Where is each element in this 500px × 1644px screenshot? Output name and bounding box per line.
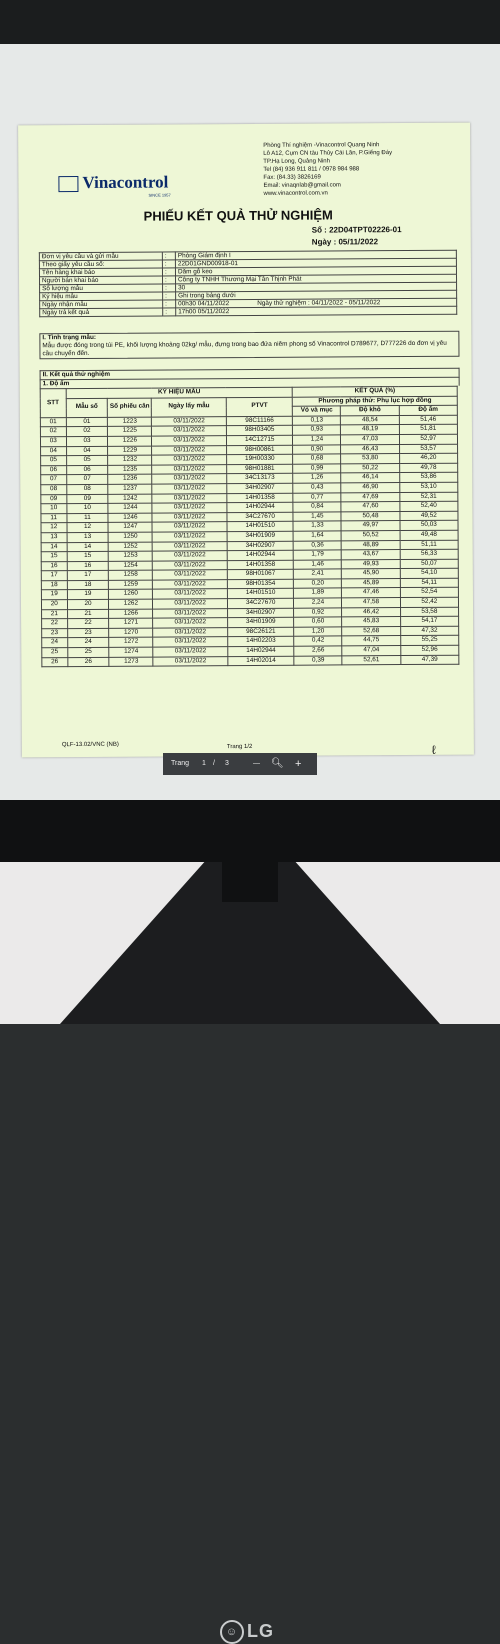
lab-name: Phòng Thí nghiệm -Vinacontrol Quang Ninh [263, 141, 392, 150]
cell-stt: 03 [40, 437, 66, 447]
cell-stt: 12 [41, 523, 67, 533]
pager-total: 3 [225, 753, 229, 775]
cell-doam: 49,48 [400, 530, 458, 540]
cell-mauso: 08 [66, 484, 108, 494]
lab-address-line: TP.Hạ Long, Quảng Ninh [263, 157, 392, 166]
pager-separator: / [213, 753, 215, 775]
cell-ngaylay: 03/11/2022 [153, 627, 228, 637]
cell-vovamuc: 0,13 [293, 416, 341, 426]
cell-doam: 46,20 [399, 453, 457, 463]
cell-dokho: 48,89 [342, 540, 400, 550]
cell-doam: 52,96 [400, 645, 458, 655]
cell-sophieu: 1250 [108, 532, 152, 542]
info-colon: : [163, 284, 176, 292]
cell-mauso: 05 [66, 455, 108, 465]
cell-ptvt: 14H01358 [227, 560, 293, 570]
info-colon: : [162, 276, 175, 284]
cell-vovamuc: 2,24 [294, 598, 342, 608]
signature: ℓ [432, 743, 436, 757]
cell-ptvt: 98H00861 [227, 445, 293, 455]
cell-mauso: 15 [67, 551, 109, 561]
cell-ptvt: 14H02203 [228, 637, 294, 647]
cell-stt: 07 [41, 475, 67, 485]
cell-vovamuc: 1,24 [293, 435, 341, 445]
lg-logo-text: LG [247, 1621, 274, 1641]
monitor-neck [222, 862, 278, 902]
results-table [40, 386, 460, 668]
cell-dokho: 47,46 [342, 588, 400, 598]
cell-doam: 53,86 [399, 473, 457, 483]
cell-ptvt: 98H01067 [227, 569, 293, 579]
section-moisture-heading: 1. Độ ẩm [40, 377, 460, 389]
info-value-text: 22D01GND00918-01 [178, 260, 238, 267]
cell-vovamuc: 0,93 [293, 425, 341, 435]
cell-doam: 51,46 [399, 415, 457, 425]
cell-sophieu: 1223 [108, 417, 152, 427]
cell-mauso: 02 [66, 427, 108, 437]
document-title: PHIẾU KẾT QUẢ THỬ NGHIỆM [144, 207, 333, 223]
cell-ptvt: 19H00330 [227, 454, 293, 464]
form-code: QLF-13.02/VNC (NB) [62, 742, 119, 748]
cell-stt: 09 [41, 494, 67, 504]
cell-stt: 10 [41, 504, 67, 514]
lab-address-block [263, 141, 392, 198]
monitor-bottom-bezel [0, 800, 500, 862]
cell-sophieu: 1273 [109, 657, 153, 667]
cell-ngaylay: 03/11/2022 [152, 455, 227, 465]
page-label: Trang 1/2 [227, 744, 253, 750]
info-value-text: Phòng Giám định I [178, 252, 231, 259]
cell-vovamuc: 0,68 [293, 454, 341, 464]
zoom-in-button[interactable]: + [295, 753, 301, 775]
cell-ngaylay: 03/11/2022 [152, 484, 227, 494]
cell-mauso: 23 [67, 628, 109, 638]
cell-doam: 54,10 [400, 568, 458, 578]
cell-mauso: 10 [66, 503, 108, 513]
info-colon: : [162, 260, 175, 268]
cell-sophieu: 1247 [108, 522, 152, 532]
info-label: Ký hiệu mẫu [40, 292, 163, 301]
cell-sophieu: 1225 [108, 426, 152, 436]
cell-stt: 21 [42, 609, 68, 619]
info-value-text: 00h30 04/11/2022 [178, 300, 229, 307]
cell-stt: 17 [41, 571, 67, 581]
cell-ngaylay: 03/11/2022 [152, 532, 227, 542]
cell-stt: 24 [42, 638, 68, 648]
cell-ngaylay: 03/11/2022 [152, 541, 227, 551]
cell-ngaylay: 03/11/2022 [153, 589, 228, 599]
cell-mauso: 20 [67, 599, 109, 609]
cell-stt: 11 [41, 513, 67, 523]
vinacontrol-logo [58, 172, 168, 193]
cell-ngaylay: 03/11/2022 [152, 503, 227, 513]
brand-name: Vinacontrol [82, 172, 168, 192]
cell-doam: 49,52 [400, 511, 458, 521]
cell-dokho: 43,67 [342, 550, 400, 560]
cell-stt: 20 [41, 600, 67, 610]
info-label: Số lượng mẫu [40, 284, 163, 293]
cell-doam: 50,07 [400, 559, 458, 569]
lg-logo [220, 1620, 274, 1644]
cell-dokho: 53,80 [341, 454, 399, 464]
cell-sophieu: 1266 [109, 609, 153, 619]
cell-ngaylay: 03/11/2022 [153, 570, 228, 580]
cell-dokho: 47,04 [342, 646, 400, 656]
cell-ngaylay: 03/11/2022 [152, 416, 227, 426]
cell-sophieu: 1274 [109, 647, 153, 657]
col-ngaylay: Ngày lấy mẫu [152, 397, 227, 417]
cell-stt: 23 [42, 628, 68, 638]
cell-sophieu: 1272 [109, 638, 153, 648]
cell-stt: 25 [42, 648, 68, 658]
cell-sophieu: 1237 [108, 484, 152, 494]
cell-mauso: 17 [67, 571, 109, 581]
cell-vovamuc: 1,79 [294, 550, 342, 560]
cell-sophieu: 1232 [108, 455, 152, 465]
cell-ngaylay: 03/11/2022 [152, 522, 227, 532]
cell-ngaylay: 03/11/2022 [153, 618, 228, 628]
cell-dokho: 50,52 [341, 530, 399, 540]
cell-doam: 52,31 [400, 492, 458, 502]
info-colon: : [162, 252, 175, 260]
info-colon: : [163, 292, 176, 300]
document-page [18, 123, 474, 758]
col-group-kyhieu: KÝ HIỆU MẪU [66, 387, 293, 398]
cell-ngaylay: 03/11/2022 [152, 445, 227, 455]
cell-ngaylay: 03/11/2022 [153, 579, 228, 589]
cell-stt: 08 [41, 485, 67, 495]
cell-vovamuc: 0,20 [294, 579, 342, 589]
cell-ngaylay: 03/11/2022 [153, 608, 228, 618]
cell-stt: 18 [41, 580, 67, 590]
cell-vovamuc: 0,39 [294, 656, 342, 666]
cell-mauso: 22 [67, 619, 109, 629]
cell-dokho: 49,93 [342, 559, 400, 569]
cell-ptvt: 98H01354 [227, 579, 293, 589]
cell-doam: 47,39 [401, 655, 459, 665]
cell-vovamuc: 0,60 [294, 617, 342, 627]
cell-sophieu: 1246 [108, 513, 152, 523]
cell-doam: 51,81 [399, 425, 457, 435]
cell-mauso: 06 [66, 465, 108, 475]
cell-dokho: 46,90 [341, 483, 399, 493]
cell-mauso: 07 [66, 475, 108, 485]
cell-ngaylay: 03/11/2022 [153, 599, 228, 609]
cell-ptvt: 34H01909 [228, 617, 294, 627]
cell-ngaylay: 03/11/2022 [153, 656, 228, 666]
lab-email: Email: vinaqnlab@gmail.com [263, 181, 392, 190]
info-label: Đơn vị yêu cầu và gửi mẫu [39, 252, 162, 261]
cell-vovamuc: 1,46 [294, 560, 342, 570]
monitor-screen [0, 44, 500, 800]
cell-doam: 54,17 [400, 616, 458, 626]
cell-sophieu: 1253 [109, 551, 153, 561]
cell-stt: 16 [41, 561, 67, 571]
cell-dokho: 52,61 [342, 655, 400, 665]
cell-sophieu: 1242 [108, 494, 152, 504]
col-phuongphap: Phương pháp thử: Phụ lục hợp đồng [293, 396, 458, 407]
cell-dokho: 47,58 [342, 598, 400, 608]
lab-address-line: Lô A12, Cụm CN tàu Thủy Cái Lân, P.Giếng Đáy [263, 149, 392, 158]
cell-ptvt: 14H01510 [227, 589, 293, 599]
cell-mauso: 14 [67, 542, 109, 552]
cell-dokho: 47,60 [341, 502, 399, 512]
cell-mauso: 03 [66, 436, 108, 446]
sample-info-table [39, 250, 457, 318]
cell-stt: 14 [41, 542, 67, 552]
cell-ptvt: 14H02014 [228, 656, 294, 666]
cell-ngaylay: 03/11/2022 [152, 426, 227, 436]
cell-ptvt: 14H01510 [227, 522, 293, 532]
cell-doam: 52,40 [400, 501, 458, 511]
cell-dokho: 50,48 [341, 511, 399, 521]
cell-stt: 02 [40, 427, 66, 437]
cell-stt: 26 [42, 657, 68, 667]
section-results-heading: II. Kết quả thử nghiệm [40, 368, 460, 380]
cell-mauso: 16 [67, 561, 109, 571]
col-mauso: Mẫu số [66, 398, 108, 417]
cell-doam: 49,78 [399, 463, 457, 473]
cell-ngaylay: 03/11/2022 [152, 512, 227, 522]
cell-sophieu: 1260 [109, 590, 153, 600]
col-stt: STT [40, 389, 66, 418]
zoom-icon[interactable]: 🔍︎ [271, 753, 284, 775]
cell-mauso: 24 [67, 638, 109, 648]
cell-doam: 56,33 [400, 549, 458, 559]
cell-ptvt: 14H02944 [228, 646, 294, 656]
cell-doam: 53,10 [399, 482, 457, 492]
logo-scale-icon [58, 176, 78, 192]
cell-sophieu: 1236 [108, 474, 152, 484]
sample-status [39, 331, 459, 360]
cell-ngaylay: 03/11/2022 [153, 637, 228, 647]
cell-ngaylay: 03/11/2022 [152, 474, 227, 484]
cell-vovamuc: 1,89 [294, 588, 342, 598]
cell-sophieu: 1270 [109, 628, 153, 638]
cell-ptvt: 14H01358 [227, 493, 293, 503]
cell-dokho: 50,22 [341, 463, 399, 473]
col-group-ketqua: KẾT QUẢ (%) [293, 386, 458, 397]
cell-dokho: 46,14 [341, 473, 399, 483]
cell-vovamuc: 2,66 [294, 646, 342, 656]
cell-mauso: 21 [67, 609, 109, 619]
cell-mauso: 04 [66, 446, 108, 456]
info-label: Theo giấy yêu cầu số: [39, 260, 162, 269]
info-value-text: Công ty TNHH Thương Mại Tân Thịnh Phát [178, 276, 301, 284]
cell-stt: 19 [41, 590, 67, 600]
cell-vovamuc: 2,41 [294, 569, 342, 579]
cell-ptvt: 98H01881 [227, 464, 293, 474]
cell-doam: 52,97 [399, 434, 457, 444]
cell-ptvt: 34H01909 [227, 531, 293, 541]
cell-doam: 52,54 [400, 588, 458, 598]
cell-vovamuc: 0,99 [293, 464, 341, 474]
cell-stt: 13 [41, 533, 67, 543]
cell-vovamuc: 1,45 [293, 512, 341, 522]
cell-mauso: 26 [67, 657, 109, 667]
cell-ngaylay: 03/11/2022 [153, 551, 228, 561]
cell-ptvt: 34H02907 [227, 483, 293, 493]
info-label: Tên hàng khai báo [39, 268, 162, 277]
info-value-text: 17h00 05/11/2022 [178, 308, 229, 315]
cell-ptvt: 14C12715 [226, 435, 292, 445]
cell-dokho: 46,43 [341, 444, 399, 454]
cell-dokho: 52,68 [342, 626, 400, 636]
cell-vovamuc: 0,92 [294, 608, 342, 618]
info-extra-text: Ngày thử nghiệm : 04/11/2022 - 05/11/2022 [257, 299, 380, 307]
cell-mauso: 18 [67, 580, 109, 590]
cell-sophieu: 1235 [108, 465, 152, 475]
cell-dokho: 49,97 [341, 521, 399, 531]
cell-vovamuc: 0,43 [293, 483, 341, 493]
pdf-page-toolbar [163, 753, 317, 775]
info-colon: : [163, 300, 176, 308]
cell-stt: 06 [41, 465, 67, 475]
cell-mauso: 01 [66, 417, 108, 427]
col-ptvt: PTVT [226, 397, 293, 417]
cell-dokho: 45,90 [342, 569, 400, 579]
cell-sophieu: 1229 [108, 446, 152, 456]
document-date: Ngày : 05/11/2022 [312, 237, 378, 246]
cell-vovamuc: 0,36 [294, 540, 342, 550]
info-row [40, 306, 457, 317]
cell-dokho: 48,19 [341, 425, 399, 435]
cell-ngaylay: 03/11/2022 [152, 436, 227, 446]
info-value-text: Dăm gỗ keo [178, 268, 213, 275]
cell-ptvt: 34H02907 [227, 541, 293, 551]
cell-doam: 52,42 [400, 597, 458, 607]
cell-mauso: 19 [67, 590, 109, 600]
status-heading: I. Tình trạng mẫu: [42, 332, 456, 343]
cell-ngaylay: 03/11/2022 [153, 560, 228, 570]
cell-ptvt: 14H02944 [227, 502, 293, 512]
cell-vovamuc: 1,33 [293, 521, 341, 531]
cell-vovamuc: 0,84 [293, 502, 341, 512]
col-sophieu: Số phiếu cân [108, 398, 152, 417]
cell-vovamuc: 1,64 [293, 531, 341, 541]
cell-stt: 15 [41, 552, 67, 562]
cell-ptvt: 98C11166 [226, 416, 292, 426]
cell-mauso: 12 [67, 523, 109, 533]
cell-ngaylay: 03/11/2022 [153, 647, 228, 657]
cell-sophieu: 1254 [109, 561, 153, 571]
info-colon: : [163, 308, 176, 316]
cell-dokho: 47,03 [341, 435, 399, 445]
cell-doam: 53,58 [400, 607, 458, 617]
cell-doam: 54,11 [400, 578, 458, 588]
cell-sophieu: 1259 [109, 580, 153, 590]
cell-doam: 50,03 [400, 521, 458, 531]
cell-mauso: 11 [66, 513, 108, 523]
zoom-out-button[interactable]: — [253, 753, 260, 775]
cell-sophieu: 1271 [109, 618, 153, 628]
col-doam: Độ ẩm [399, 405, 457, 415]
cell-ptvt: 34C27670 [227, 598, 293, 608]
cell-dokho: 44,75 [342, 636, 400, 646]
cell-stt: 04 [41, 446, 67, 456]
cell-doam: 55,25 [400, 636, 458, 646]
cell-stt: 22 [42, 619, 68, 629]
cell-mauso: 13 [67, 532, 109, 542]
cell-vovamuc: 0,77 [293, 492, 341, 502]
cell-dokho: 46,42 [342, 607, 400, 617]
cell-ptvt: 14H02944 [227, 550, 293, 560]
pager-label: Trang [171, 753, 189, 775]
cell-sophieu: 1262 [109, 599, 153, 609]
cell-ptvt: 98H03405 [226, 426, 292, 436]
col-vovamuc: Vỏ và mục [293, 406, 341, 416]
cell-dokho: 45,89 [342, 578, 400, 588]
status-text: Mẫu được đóng trong túi PE, khối lượng khoảng 02kg/ mẫu, đựng trong bao đứa niêm phong số Vinacontrol D789677, D777226 do đơn vị yêu cầu chuyển đến. [42, 340, 456, 359]
info-label: Người bán khai báo [39, 276, 162, 285]
cell-ptvt: 98C26121 [228, 627, 294, 637]
cell-doam: 47,32 [400, 626, 458, 636]
table-row [42, 655, 459, 667]
lg-circle-icon: ☺ [220, 1620, 244, 1644]
info-colon: : [162, 268, 175, 276]
cell-stt: 05 [41, 456, 67, 466]
info-value-text: 30 [178, 284, 185, 291]
cell-sophieu: 1244 [108, 503, 152, 513]
page-number-input[interactable]: 1 [199, 753, 209, 775]
col-dokho: Độ khô [341, 406, 399, 416]
cell-ngaylay: 03/11/2022 [152, 464, 227, 474]
lab-website: www.vinacontrol.com.vn [263, 189, 392, 198]
cell-vovamuc: 0,90 [293, 444, 341, 454]
cell-mauso: 25 [67, 647, 109, 657]
cell-sophieu: 1226 [108, 436, 152, 446]
cell-doam: 53,57 [399, 444, 457, 454]
document-number: Số : 22D04TPT02226-01 [312, 225, 402, 235]
cell-doam: 51,11 [400, 540, 458, 550]
lab-phone: Tel (84) 936 911 811 / 0978 984 988 [263, 165, 392, 174]
info-value [176, 306, 457, 316]
brand-since: SINCE 1957 [148, 192, 170, 197]
cell-dokho: 45,83 [342, 617, 400, 627]
cell-ptvt: 34H02907 [228, 608, 294, 618]
cell-sophieu: 1258 [109, 570, 153, 580]
cell-stt: 01 [40, 417, 66, 427]
cell-sophieu: 1252 [109, 542, 153, 552]
cell-ptvt: 34C27670 [227, 512, 293, 522]
cell-mauso: 09 [66, 494, 108, 504]
info-value-text: Ghi trong bảng dưới [178, 292, 236, 299]
cell-vovamuc: 1,20 [294, 627, 342, 637]
lab-fax: Fax: (84.33) 3826169 [263, 173, 392, 182]
cell-ptvt: 34C13173 [227, 474, 293, 484]
info-label: Ngày nhận mẫu [40, 300, 163, 309]
cell-vovamuc: 0,42 [294, 636, 342, 646]
cell-dokho: 47,69 [341, 492, 399, 502]
cell-ngaylay: 03/11/2022 [152, 493, 227, 503]
info-label: Ngày trả kết quả [40, 308, 163, 317]
cell-dokho: 48,54 [341, 415, 399, 425]
cell-vovamuc: 1,26 [293, 473, 341, 483]
